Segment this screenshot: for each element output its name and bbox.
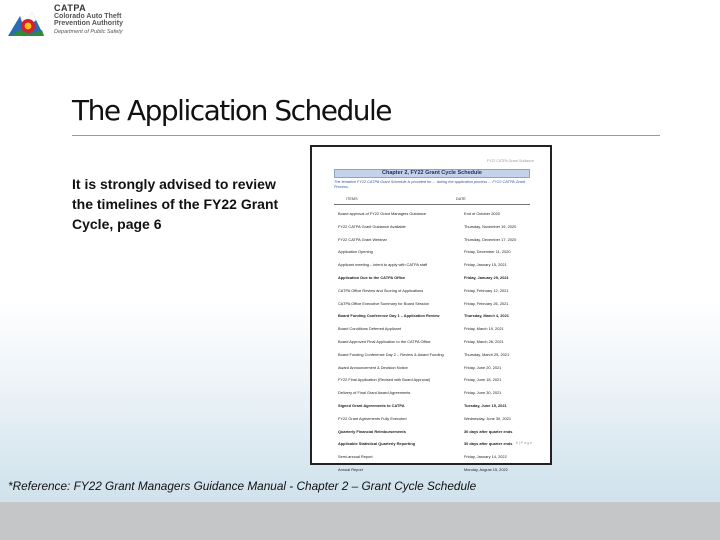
- doc-row-date: Thursday, December 17, 2020: [464, 236, 517, 242]
- logo-line-1: Colorado Auto Theft: [54, 13, 122, 20]
- doc-row-date: Friday, March 26, 2021: [464, 338, 504, 344]
- doc-row-activity: FY22 CATPA Grant Guidance Available: [338, 223, 406, 229]
- doc-row: [338, 466, 532, 479]
- reference-note: *Reference: FY22 Grant Managers Guidance Manual - Chapter 2 – Grant Cycle Schedule: [8, 479, 477, 493]
- doc-row-activity: Application Opening: [338, 249, 373, 255]
- doc-row-activity: Annual Report: [338, 466, 363, 472]
- doc-row: [338, 248, 532, 261]
- doc-row: [338, 428, 532, 441]
- doc-row: [338, 364, 532, 377]
- doc-row-date: Thursday, March 25, 2021: [464, 351, 510, 357]
- doc-row-activity: Application Due to the CATPA Office: [338, 274, 406, 280]
- doc-row: [338, 325, 532, 338]
- doc-row-date: Friday, December 11, 2020: [464, 249, 511, 255]
- doc-row-date: 30 days after quarter ends: [464, 441, 513, 447]
- doc-row-activity: FY22 Grant Agreements Fully Executed: [338, 415, 407, 421]
- slide-title: The Application Schedule: [72, 94, 391, 127]
- doc-row-date: End of October 2020: [464, 211, 500, 216]
- doc-row-date: Thursday, March 4, 2021: [464, 313, 509, 319]
- colorado-flag-icon: [6, 6, 46, 40]
- doc-row: [338, 261, 532, 274]
- doc-header: FY22 CATPA Grant Guidance: [486, 159, 534, 163]
- doc-row: [338, 312, 532, 325]
- document-excerpt: [310, 145, 552, 472]
- doc-row: [338, 415, 532, 428]
- doc-row: [338, 236, 532, 249]
- doc-row-activity: Board Approved Final Application to the CATPA Office: [338, 338, 431, 344]
- doc-row: [338, 300, 532, 313]
- doc-row-date: Thursday, November 19, 2020: [464, 223, 517, 229]
- doc-row-date: Friday, June 18, 2021: [464, 377, 502, 383]
- doc-row-date: Wednesday, June 30, 2021: [464, 415, 512, 421]
- logo-line-2: Prevention Authority: [54, 20, 123, 27]
- doc-row: [338, 210, 532, 223]
- doc-row: [338, 338, 532, 351]
- doc-row: [338, 389, 532, 402]
- doc-row-activity: Board approval of FY22 Grant Managers Guidance: [338, 211, 427, 216]
- footer-bar: [0, 502, 720, 540]
- doc-row-activity: FY22 CATPA Grant Webinar: [338, 236, 387, 242]
- doc-row-activity: Applicable Statistical Quarterly Reporting: [338, 441, 415, 447]
- doc-row-activity: CATPA Office Review and Scoring of Applications: [338, 287, 424, 293]
- doc-row-activity: Board Conditions Deferred Applicant: [338, 326, 401, 332]
- doc-row: [338, 351, 532, 364]
- doc-row-activity: Award Announcement & Decision Notice: [338, 364, 408, 370]
- doc-page-number: 6 | P a g e: [515, 441, 532, 445]
- doc-row-date: Friday, March 19, 2021: [464, 326, 504, 332]
- doc-row: [338, 402, 532, 415]
- doc-row-activity: CATPA Office Executive Summary for Board Session: [338, 300, 430, 306]
- doc-row: [338, 376, 532, 389]
- doc-row-date: Friday, January 15, 2021: [464, 262, 507, 268]
- doc-row-activity: Signed Grant Agreements to CATPA: [338, 402, 405, 408]
- doc-row-date: Monday, August 15, 2022: [464, 466, 508, 472]
- doc-row-activity: Board Funding Conference Day 1 – Application Review: [338, 313, 440, 319]
- catpa-logo: [6, 4, 136, 44]
- doc-title: Chapter 2, FY22 Grant Cycle Schedule: [334, 169, 530, 178]
- doc-row-date: 30 days after quarter ends: [464, 428, 513, 434]
- doc-row-activity: Applicant meeting – intent to apply with CATPA staff: [338, 262, 428, 268]
- doc-row: [338, 440, 532, 453]
- doc-row-activity: Board Funding Conference Day 2 – Review & Award Funding: [338, 351, 444, 357]
- title-divider: [72, 135, 660, 136]
- doc-col-date: DATE: [456, 197, 466, 201]
- doc-row-date: Friday, January 14, 2022: [464, 454, 507, 460]
- doc-row: [338, 223, 532, 236]
- doc-header-rule: [334, 204, 530, 205]
- doc-row-date: Friday, February 26, 2021: [464, 300, 509, 306]
- logo-acronym: CATPA: [54, 3, 87, 13]
- doc-row-date: Friday, February 12, 2021: [464, 287, 509, 293]
- doc-row: [338, 274, 532, 287]
- doc-row-date: Friday, June 20, 2021: [464, 364, 502, 370]
- doc-row-activity: FY22 Final Application (Revised with Board Approval): [338, 377, 431, 383]
- doc-row: [338, 287, 532, 300]
- doc-intro: The tentative FY22 CATPA Grant Schedule is provided for ... during the application process ... FY22 CATPA Grant Process.: [334, 180, 526, 189]
- doc-row-activity: Semi-annual Report: [338, 454, 373, 460]
- doc-schedule-list: [338, 210, 532, 479]
- doc-row-date: Tuesday, June 15, 2021: [464, 402, 507, 408]
- logo-subtitle: Department of Public Safety: [54, 29, 123, 35]
- doc-row-activity: Quarterly Financial Reimbursements: [338, 428, 406, 434]
- doc-row-activity: Delivery of Final Grant Award Agreements: [338, 390, 411, 396]
- doc-row-date: Friday, June 30, 2021: [464, 390, 502, 396]
- doc-row: [338, 453, 532, 466]
- doc-col-items: ITEMS: [346, 197, 358, 201]
- doc-row-date: Friday, January 29, 2021: [464, 274, 509, 280]
- advice-text: It is strongly advised to review the timelines of the FY22 Grant Cycle, page 6: [72, 176, 279, 232]
